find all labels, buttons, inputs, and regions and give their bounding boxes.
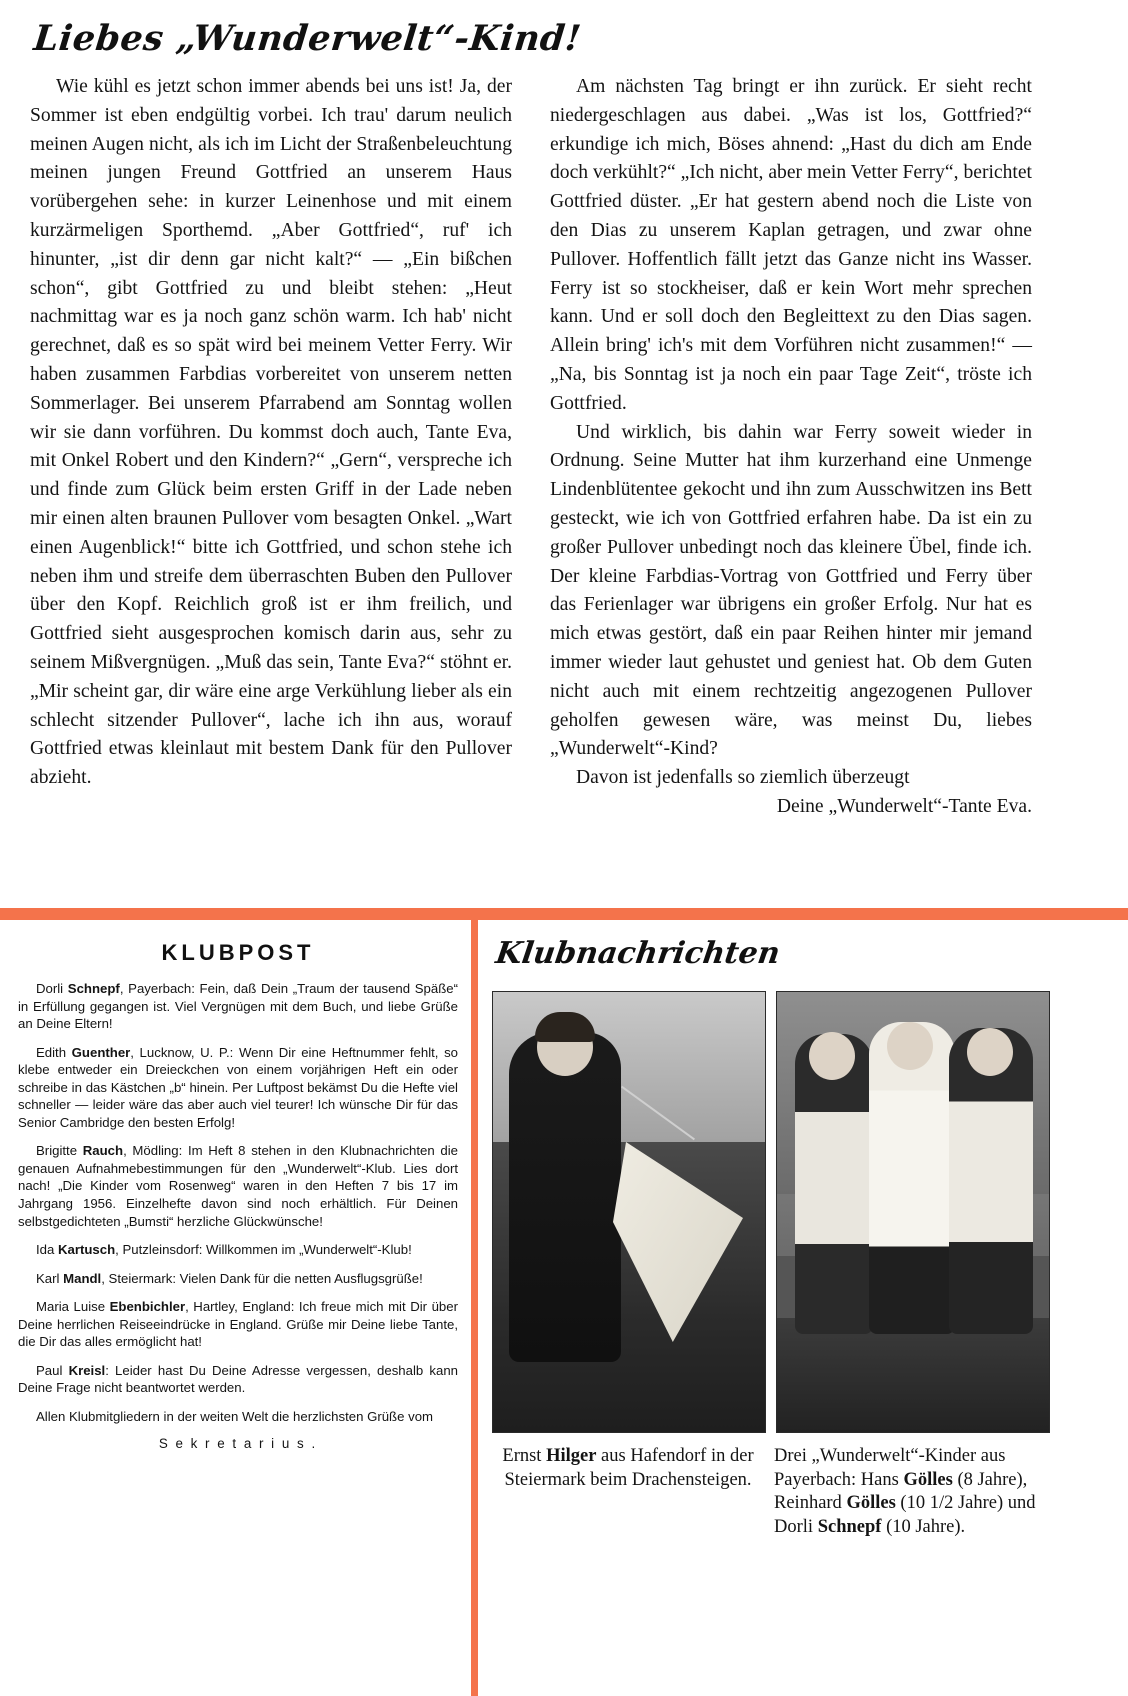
klubpost-item: Karl Mandl, Steiermark: Vielen Dank für die netten Ausflugsgrüße!	[36, 1270, 423, 1286]
klubpost-item: Dorli Schnepf, Payerbach: Fein, daß Dein „Traum der tausend Späße“ in Erfüllung gegangen ist. Viel Vergnügen mit dem Buch, und liebe Grüße an Deine Eltern!	[18, 981, 458, 1032]
klubpost-title: KLUBPOST	[161, 940, 315, 965]
klubpost-item: Edith Guenther, Lucknow, U. P.: Wenn Dir eine Heftnummer fehlt, so klebe entweder ein Dreieckchen von einem vorjährigen Heft ein oder schreibe in das Kästchen „b“ hinein. Per Luftpost bekämst Du die Hefte viel schneller — leider wäre das aber auch viel teurer! Ich wünsche Dir für das Senior Cambridge den besten Erfolg!	[18, 1044, 458, 1130]
photo-grass	[777, 1318, 1049, 1432]
photo-child-middle-head	[887, 1022, 933, 1070]
letter-article	[30, 18, 1032, 888]
photo-row	[492, 991, 1052, 1433]
klubpost-item: Paul Kreisl: Leider hast Du Deine Adresse vergessen, deshalb kann Deine Frage nicht beantwortet werden.	[18, 1362, 458, 1396]
photo-caption-left: Ernst Hilger aus Hafendorf in der Steiermark beim Drachensteigen.	[502, 1446, 754, 1490]
klubpost-section	[18, 930, 458, 1451]
klubpost-item: Allen Klubmitgliedern in der weiten Welt die herzlichsten Grüße vom	[36, 1408, 434, 1424]
klubpost-item: Maria Luise Ebenbichler, Hartley, England: Ich freue mich mit Dir über Deine herrlichen Reiseeindrücke in England. Grüße mir Deine liebe Tante, die Dir das alles ermöglicht hat!	[18, 1299, 458, 1350]
photo-child-right-head	[967, 1028, 1013, 1076]
klubpost-item: Ida Kartusch, Putzleinsdorf: Willkommen im „Wunderwelt“-Klub!	[36, 1242, 412, 1258]
paragraph: Und wirklich, bis dahin war Ferry soweit wieder in Ordnung. Seine Mutter hat ihm kurzerhand eine Unmenge Lindenblütentee gekocht und ihn zum Ausschwitzen ins Bett gesteckt, wie ich von Gottfried erfahren habe. Da ist ein zu großer Pullover unbedingt noch das kleinere Übel, finde ich. Der kleine Farbdias-Vortrag von Gottfried und Ferry über das Ferienlager war übrigens ein großer Erfolg. Nur hat es mich etwas gestört, daß ein paar Reihen hinter mir jemand immer wieder laut gehustet und geniest hat. Ob dem Guten nicht auch mit einem rechtzeitig angezogenen Pullover geholfen gewesen wäre, was meinst Du, liebes „Wunderwelt“-Kind?	[550, 421, 1032, 760]
photo-caption-right: Drei „Wunderwelt“-Kinder aus Payerbach: Hans Gölles (8 Jahre), Reinhard Gölles (10 1/2 Jahre) und Dorli Schnepf (10 Jahre).	[774, 1446, 1036, 1538]
paragraph: Wie kühl es jetzt schon immer abends bei uns ist! Ja, der Sommer ist eben endgültig vorbei. Ich trau' darum neulich meinen Augen nicht, als ich im Licht der Straßenbeleuchtung meinen jungen Freund Gottfried an unserem Haus vorübergehen sehe: in kurzer Leinenhose und mit einem kurzärmeligen Sporthemd. „Aber Gottfried“, ruf' ich hinunter, „ist dir denn gar nicht kalt?“ — „Ein bißchen schon“, gibt Gottfried zu und bleibt stehen: „Heut nachmittag war es ja noch ganz schön warm. Ich hab' nicht gerechnet, daß es so spät wird bei meinem Vetter Ferry. Wir haben zusammen Farbdias vorbereitet von unserem netten Sommerlager. Bei unserem Pfarrabend am Sonntag wollen wir sie dann vorführen. Du kommst doch auch, Tante Eva, mit Onkel Robert und den Kindern?“ „Gern“, verspreche ich und finde zum Glück beim ersten Griff in der Lade neben mir einen alten braunen Pullover vom besagten Onkel. „Wart einen Augenblick!“ bitte ich Gottfried, und schon stehe ich neben ihm und streife dem überraschten Buben den Pullover über den Kopf. Reichlich groß ist er ihm freilich, und Gottfried sieht ausgesprochen komisch darin aus, sehr zu seinem Mißvergnügen. „Muß das sein, Tante Eva?“ stöhnt er. „Mir scheint gar, dir wäre eine arge Verkühlung lieber als ein schlecht sitzender Pullover“, lache ich ihn aus, worauf Gottfried etwas kleinlaut mit bestem Dank für den Pullover abzieht.	[30, 76, 512, 789]
klubnachrichten-title: Klubnachrichten	[493, 936, 783, 971]
article-columns	[30, 73, 1032, 822]
photo-boy-with-kite	[492, 991, 766, 1433]
klubnachrichten-section	[492, 928, 1052, 1540]
klubpost-signature: S e k r e t a r i u s .	[158, 1436, 318, 1452]
orange-divider	[0, 908, 1128, 920]
caption-row	[492, 1445, 1052, 1540]
article-column-right	[550, 73, 1032, 822]
paragraph: Davon ist jedenfalls so ziemlich überzeugt	[576, 767, 910, 789]
article-column-left	[30, 73, 512, 822]
photo-three-children	[776, 991, 1050, 1433]
klubpost-item: Brigitte Rauch, Mödling: Im Heft 8 stehen in den Klubnachrichten die genauen Aufnahmebestimmungen für den „Wunderwelt“-Klub. Lies dort nach! „Die Kinder vom Rosenweg“ waren in den Heften 7 bis 17 im Jahrgang 1956. Einzelhefte davon sind noch erhältlich. Für Deinen selbstgedichteten „Bumsti“ herzliche Glückwünsche!	[18, 1143, 459, 1229]
article-signature: Deine „Wunderwelt“-Tante Eva.	[776, 795, 1032, 817]
page-title: Liebes „Wunderwelt“-Kind!	[31, 18, 584, 59]
paragraph: Am nächsten Tag bringt er ihn zurück. Er sieht recht niedergeschlagen aus dabei. „Was ist los, Gottfried?“ erkundige ich mich, Böses ahnend: „Hast du dich am Ende doch verkühlt?“ „Ich nicht, aber mein Vetter Ferry“, berichtet Gottfried düster. „Er hat gestern abend noch die Liste von den Dias zu unserem Kaplan getragen, und zwar ohne Pullover. Hoffentlich fällt jetzt das Ganze nicht ins Wasser. Ferry ist so stockheiser, daß er kein Wort mehr sprechen kann. Und er soll doch den Begleittext zu den Dias sagen. Allein bring' ich's mit dem Vorführen nicht zusammen!“ — „Na, bis Sonntag ist ja noch ein paar Tage Zeit“, tröste ich Gottfried.	[550, 76, 1032, 414]
photo-boy-figure	[509, 1032, 621, 1362]
photo-child-left-head	[809, 1032, 855, 1080]
orange-vertical-rule	[471, 920, 478, 1696]
